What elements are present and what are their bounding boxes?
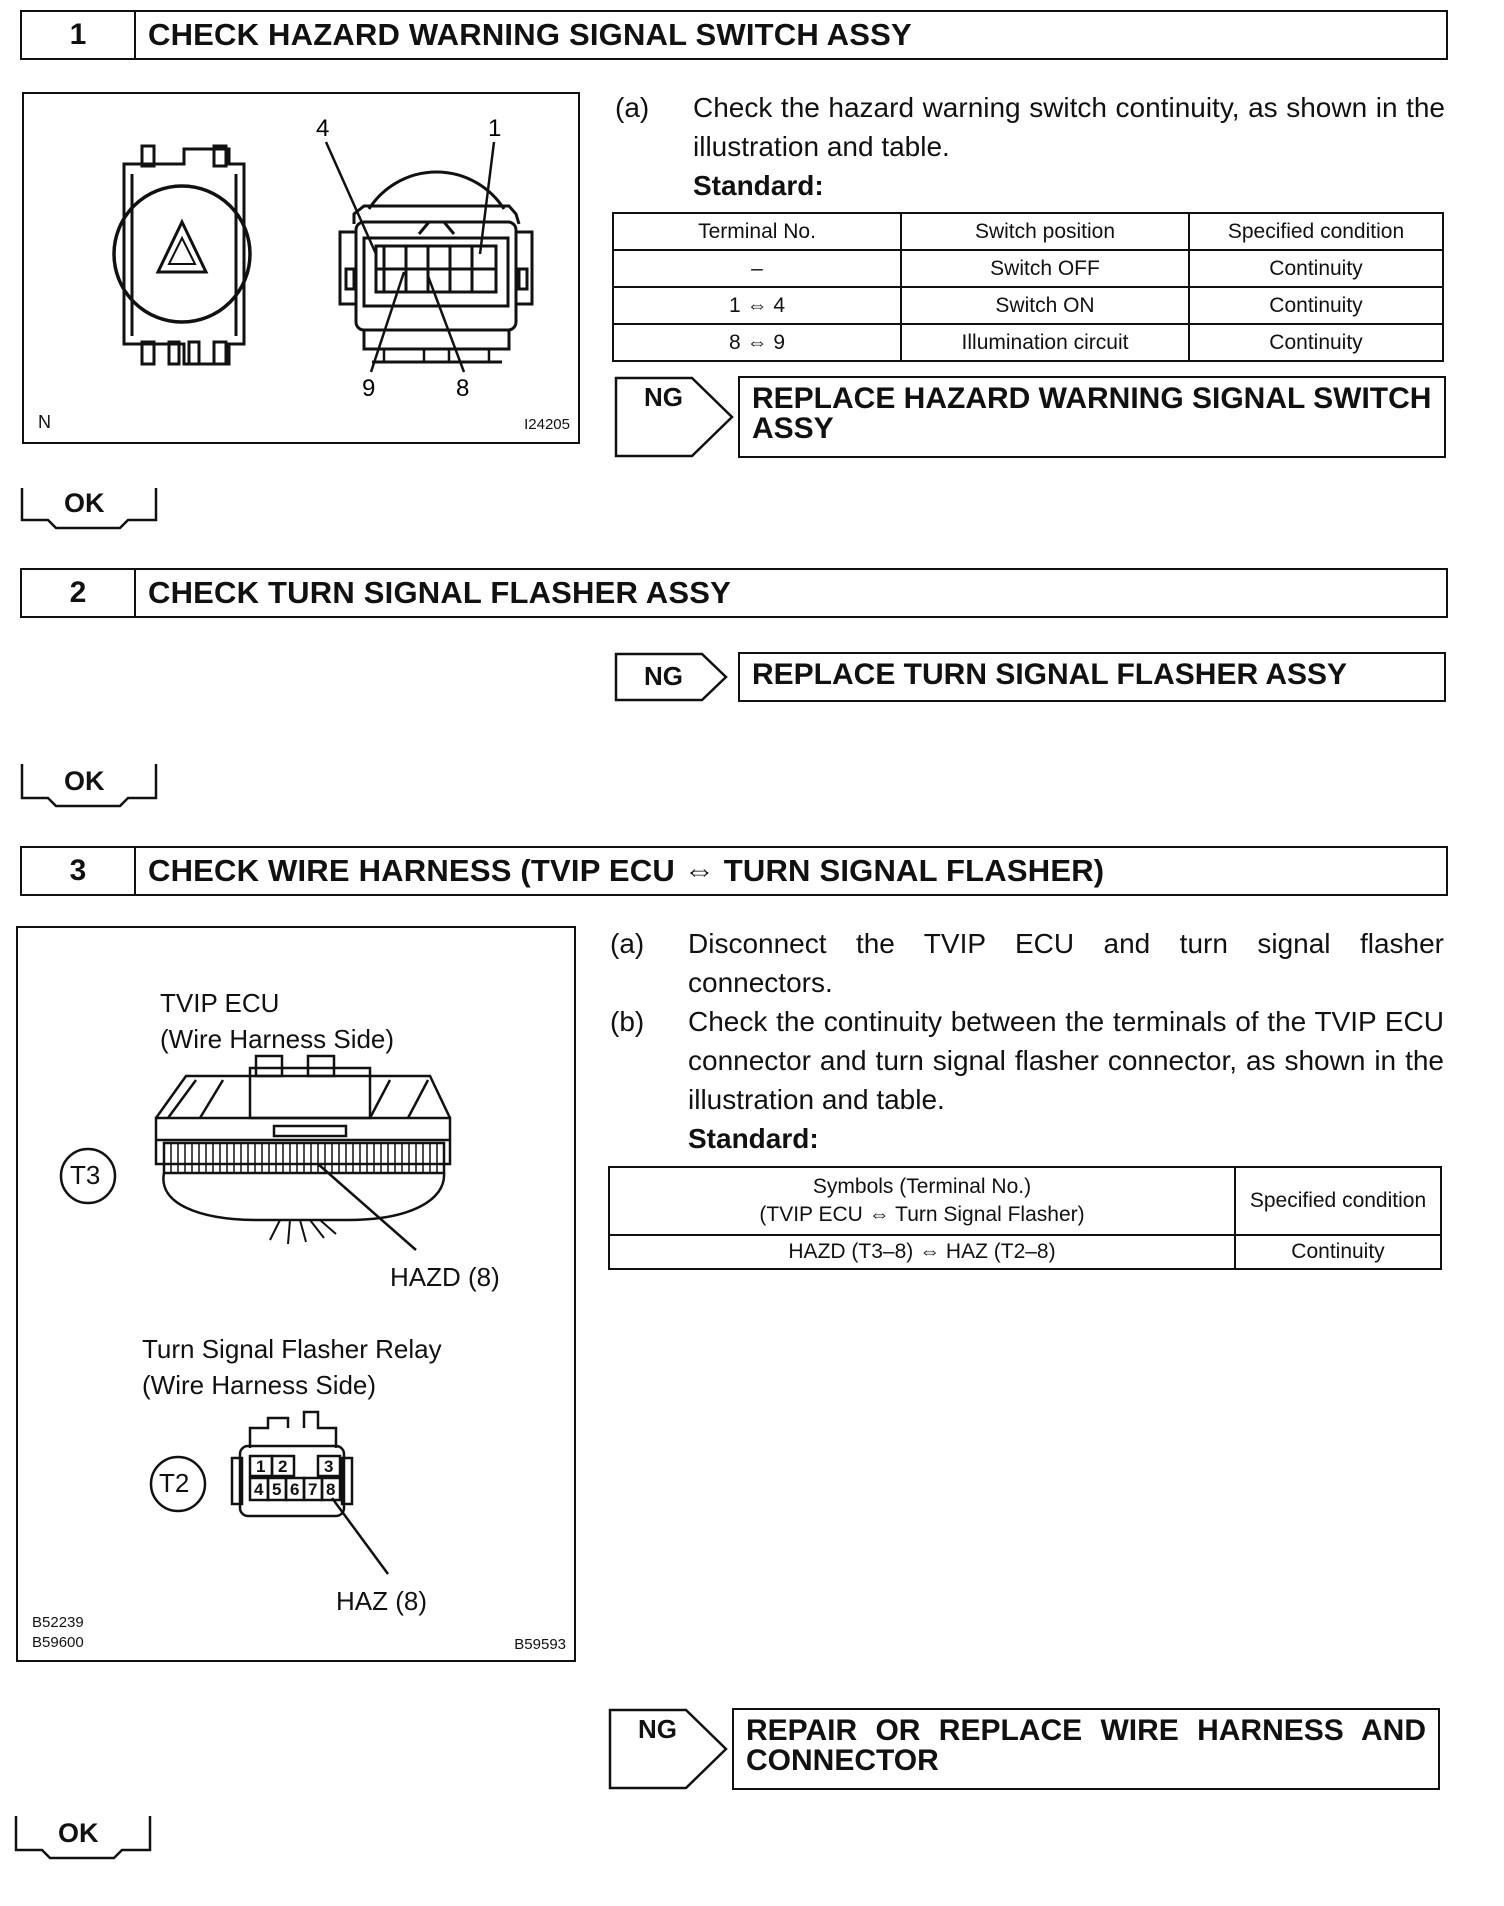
step-1-spec-table	[612, 212, 1444, 362]
table-header-line: Symbols (Terminal No.)	[812, 1175, 1032, 1198]
step-2-ok-tab	[20, 762, 160, 813]
table-cell: Continuity	[1189, 324, 1443, 361]
relay-pin: 4	[254, 1480, 264, 1499]
hazard-switch-illustration	[24, 94, 578, 442]
table-header-row	[609, 1167, 1441, 1235]
instruction-letter: (b)	[610, 1006, 645, 1037]
instruction-letter: (a)	[615, 92, 650, 123]
wire-harness-figure	[16, 926, 576, 1662]
relay-pin: 5	[272, 1480, 282, 1499]
connector-illustration	[18, 928, 574, 1660]
relay-subtitle: (Wire Harness Side)	[142, 1370, 377, 1400]
table-cell: –	[613, 250, 901, 287]
relay-pin: 2	[278, 1457, 288, 1476]
ng-action-box: REPLACE TURN SIGNAL FLASHER ASSY	[738, 652, 1446, 702]
table-row	[613, 250, 1443, 287]
table-cell: Switch ON	[901, 287, 1189, 324]
instruction-text: Check the hazard warning switch continuity, as shown in the illustration and table.	[693, 92, 1445, 162]
table-header-row	[613, 213, 1443, 250]
relay-pin: 6	[290, 1480, 300, 1499]
table-cell: Illumination circuit	[901, 324, 1189, 361]
step-1-ok-tab	[20, 486, 160, 535]
instruction-item	[610, 924, 1444, 1002]
relay-pin: 7	[308, 1480, 318, 1499]
step-title: CHECK WIRE HARNESS (TVIP ECU ⇔ TURN SIGNAL FLASHER)	[148, 853, 1105, 888]
ok-label: OK	[58, 1818, 99, 1848]
ok-label: OK	[64, 488, 105, 518]
standard-label: Standard:	[688, 1123, 819, 1154]
relay-terminal-label: HAZ (8)	[336, 1586, 427, 1616]
table-cell: Continuity	[1189, 287, 1443, 324]
relay-pin: 3	[324, 1457, 334, 1476]
step-3-header	[20, 846, 1448, 896]
table-header: Terminal No.	[613, 213, 901, 250]
step-1-instructions	[615, 88, 1445, 205]
ecu-terminal-label: HAZD (8)	[390, 1262, 500, 1292]
hazard-switch-figure	[22, 92, 580, 444]
step-1-ng-branch	[614, 376, 1446, 458]
ecu-subtitle: (Wire Harness Side)	[160, 1024, 395, 1054]
step-3-ok-tab	[14, 1814, 154, 1865]
table-cell: 8 ⇔ 9	[613, 324, 901, 361]
step-number: 3	[22, 848, 136, 894]
ng-label: NG	[638, 1714, 677, 1744]
table-cell: Switch OFF	[901, 250, 1189, 287]
relay-pin: 8	[326, 1480, 336, 1499]
ok-label: OK	[64, 766, 105, 796]
relay-pin: 1	[256, 1457, 266, 1476]
step-3-ng-branch	[608, 1708, 1440, 1790]
table-header-line: (TVIP ECU ⇔ Turn Signal Flasher)	[759, 1203, 1085, 1226]
figure-code: B52239	[32, 1614, 84, 1631]
table-row	[613, 287, 1443, 324]
figure-code: B59593	[514, 1636, 566, 1653]
step-3-spec-table	[608, 1166, 1442, 1270]
instruction-text: Disconnect the TVIP ECU and turn signal flasher connectors.	[688, 928, 1444, 998]
table-header	[609, 1167, 1235, 1235]
instruction-item	[615, 88, 1445, 166]
step-number: 1	[22, 12, 136, 58]
terminal-label-8: 8	[456, 375, 470, 402]
instruction-letter: (a)	[610, 928, 645, 959]
ng-action-box: REPAIR OR REPLACE WIRE HARNESS AND CONNECTOR	[732, 1708, 1440, 1790]
terminal-label-4: 4	[316, 115, 330, 142]
table-header: Specified condition	[1189, 213, 1443, 250]
terminal-label-1: 1	[488, 115, 502, 142]
figure-code: B59600	[32, 1634, 84, 1651]
step-1-header	[20, 10, 1448, 60]
instruction-text: Check the continuity between the terminals of the TVIP ECU connector and turn signal flasher connector, as shown in the illustration and table.	[688, 1006, 1444, 1115]
relay-connector-code: T2	[159, 1468, 190, 1498]
ng-action-box: REPLACE HAZARD WARNING SIGNAL SWITCH ASSY	[738, 376, 1446, 458]
ecu-title: TVIP ECU	[160, 988, 280, 1018]
terminal-label-9: 9	[362, 375, 376, 402]
ng-label: NG	[644, 661, 683, 691]
step-title: CHECK HAZARD WARNING SIGNAL SWITCH ASSY	[148, 17, 912, 52]
table-cell: 1 ⇔ 4	[613, 287, 901, 324]
relay-title: Turn Signal Flasher Relay	[142, 1334, 442, 1364]
ecu-connector-code: T3	[70, 1160, 101, 1190]
step-2-header	[20, 568, 1448, 618]
step-title: CHECK TURN SIGNAL FLASHER ASSY	[148, 575, 731, 610]
ng-label: NG	[644, 382, 683, 412]
table-row	[613, 324, 1443, 361]
step-3-instructions	[610, 924, 1444, 1158]
table-row	[609, 1235, 1441, 1269]
step-number: 2	[22, 570, 136, 616]
figure-code: I24205	[524, 416, 570, 433]
table-cell: Continuity	[1235, 1235, 1441, 1269]
standard-label: Standard:	[693, 170, 824, 201]
instruction-item	[610, 1002, 1444, 1119]
table-cell: HAZD (T3–8) ⇔ HAZ (T2–8)	[609, 1235, 1235, 1269]
table-header: Switch position	[901, 213, 1189, 250]
figure-corner-mark: N	[38, 412, 51, 432]
step-2-ng-branch	[614, 652, 1446, 702]
table-header: Specified condition	[1235, 1167, 1441, 1235]
table-cell: Continuity	[1189, 250, 1443, 287]
